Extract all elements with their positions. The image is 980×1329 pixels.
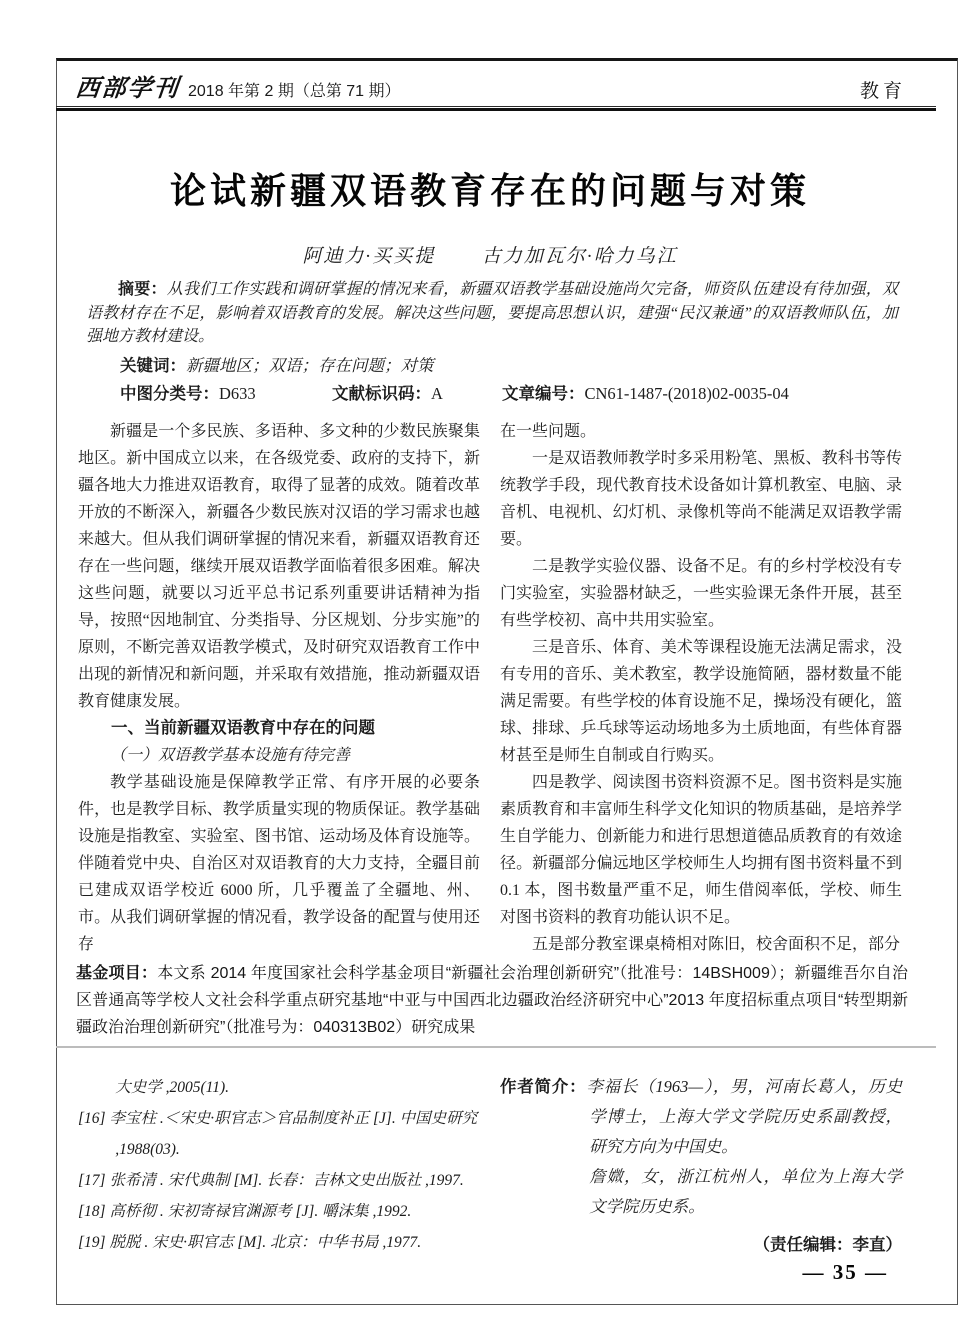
body-left-column: [78, 418, 480, 958]
body-paragraph: 五是部分教室课桌椅相对陈旧，校舍面积不足，部分: [532, 936, 901, 953]
footer-section: [78, 1072, 902, 1260]
keywords-text: 新疆地区；双语；存在问题；对策: [186, 356, 434, 375]
fund-note: [76, 960, 908, 1041]
author-bio-text-1: 李福长（1963—），男，河南长葛人，历史学博士，上海大学文学院历史系副教授，研究方向为中国史。: [586, 1077, 902, 1156]
reference-continuation: 大史学 ,2005(11).: [115, 1079, 229, 1096]
author-line: [0, 241, 980, 268]
issue-info: 2018 年第 2 期（总第 71 期）: [188, 83, 401, 100]
author-name-1: 阿迪力·买买提: [302, 246, 436, 267]
subsection-heading: （一）双语教学基本设施有待完善: [110, 747, 351, 764]
fund-note-text: 本文系 2014 年度国家社会科学基金项目“新疆社会治理创新研究”（批准号：14BSH009）；新疆维吾尔自治区普通高等学校人文社会科学重点研究基地“中亚与中国西北边疆政治经济研究中心”2013 年度招标重点项目“转型期新疆政治治理创新研究”（批准号为：040313B02）研究成果: [76, 965, 908, 1036]
body-paragraph-continuation: 在一些问题。: [500, 423, 597, 440]
section-heading: 一、当前新疆双语教育中存在的问题: [111, 719, 375, 737]
author-bio-label: 作者简介：: [500, 1078, 587, 1096]
author-bio-column: [500, 1072, 902, 1260]
abstract: [86, 278, 898, 349]
footer-divider-rule: [56, 1046, 936, 1048]
author-bio: [500, 1072, 902, 1162]
body-paragraph: 二是教学实验仪器、设备不足。有的乡村学校没有专门实验室，实验器材缺乏，一些实验课无条件开展，甚至有些学校初、高中共用实验室。: [500, 558, 902, 629]
article-id: 文章编号：CN61-1487-(2018)02-0035-04: [502, 384, 789, 403]
body-right-column: [500, 418, 902, 958]
references-column: [78, 1072, 480, 1260]
editor-note: （责任编辑：李直）: [753, 1236, 902, 1254]
article-title: 论试新疆双语教育存在的问题与对策: [169, 171, 810, 211]
body-paragraph: 教学基础设施是保障教学正常、有序开展的必要条件，也是教学目标、教学质量实现的物质保证。教学基础设施是指教室、实验室、图书馆、运动场及体育设施等。伴随着党中央、自治区对双语教育的大力支持，全疆目前已建成双语学校近 6000 所，几乎覆盖了全疆地、州、市。从我们调研掌握的情况看，教学设备的配置与使用还存: [78, 774, 480, 953]
journal-header-left: [76, 68, 401, 103]
journal-header: [76, 68, 906, 103]
clc-number: 中图分类号：D633: [120, 384, 256, 403]
reference-item: [17] 张希清 . 宋代典制 [M]. 长春：吉林文史出版社 ,1997.: [78, 1172, 464, 1189]
fund-note-label: 基金项目：: [76, 965, 158, 982]
reference-item: [18] 高桥彻 . 宋初寄禄官渊源考 [J]. 嚼沫集 ,1992.: [78, 1203, 412, 1220]
keywords-line: [120, 352, 900, 376]
author-name-2: 古力加瓦尔·哈力乌江: [481, 246, 678, 267]
abstract-label: 摘要：: [118, 281, 167, 298]
header-double-rule: [56, 106, 936, 111]
body-paragraph: 新疆是一个多民族、多语种、多文种的少数民族聚集地区。新中国成立以来，在各级党委、政府的支持下，新疆各地大力推进双语教育，取得了显著的成效。随着改革开放的不断深入，新疆各少数民族对汉语的学习需求也越来越大。但从我们调研掌握的情况来看，新疆双语教育还存在一些问题，继续开展双语教学面临着很多困难。解决这些问题，就要以习近平总书记系列重要讲话精神为指导，按照“因地制宜、分类指导、分区规划、分步实施”的原则，不断完善双语教学模式，及时研究双语教育工作中出现的新情况和新问题，并采取有效措施，推动新疆双语教育健康发展。: [78, 423, 480, 710]
reference-item: [16] 李宝柱 .＜宋史·职官志＞官品制度补正 [J]. 中国史研究 ,1988(03).: [78, 1110, 478, 1158]
article-meta-row: [120, 380, 904, 404]
body-columns: [78, 418, 902, 958]
doc-code: 文献标识码：A: [332, 384, 443, 403]
author-bio-text-2: 詹媺，女，浙江杭州人，单位为上海大学文学院历史系。: [589, 1167, 902, 1216]
keywords-label: 关键词：: [120, 357, 186, 375]
body-paragraph: 一是双语教师教学时多采用粉笔、黑板、教科书等传统教学手段，现代教育技术设备如计算机教室、电脑、录音机、电视机、幻灯机、录像机等尚不能满足双语教学需要。: [500, 450, 902, 548]
page-number: — 35 —: [802, 1260, 888, 1284]
body-paragraph: 四是教学、阅读图书资料资源不足。图书资料是实施素质教育和丰富师生科学文化知识的物质基础，是培养学生自学能力、创新能力和进行思想道德品质教育的有效途径。新疆部分偏远地区学校师生人均拥有图书资料量不到 0.1 本，图书数量严重不足，师生借阅率低，学校、师生对图书资料的教育功能认识不足。: [500, 774, 902, 926]
body-paragraph: 三是音乐、体育、美术等课程设施无法满足需求，没有专用的音乐、美术教室，教学设施简陋，器材数量不能满足需要。有些学校的体育设施不足，操场没有硬化，篮球、排球、乒乓球等运动场地多为土质地面，有些体育器材甚至是师生自制或自行购买。: [500, 639, 902, 764]
abstract-text: 从我们工作实践和调研掌握的情况来看，新疆双语教学基础设施尚欠完备，师资队伍建设有待加强，双语教材存在不足，影响着双语教育的发展。解决这些问题，要提高思想认识，建强“民汉兼通”的双语教师队伍，加强地方教材建设。: [86, 281, 898, 345]
section-tag: 教育: [859, 81, 906, 102]
journal-logo: 西部学刊: [74, 76, 181, 102]
reference-item: [19] 脱脱 . 宋史·职官志 [M]. 北京：中华书局 ,1977.: [78, 1234, 422, 1251]
